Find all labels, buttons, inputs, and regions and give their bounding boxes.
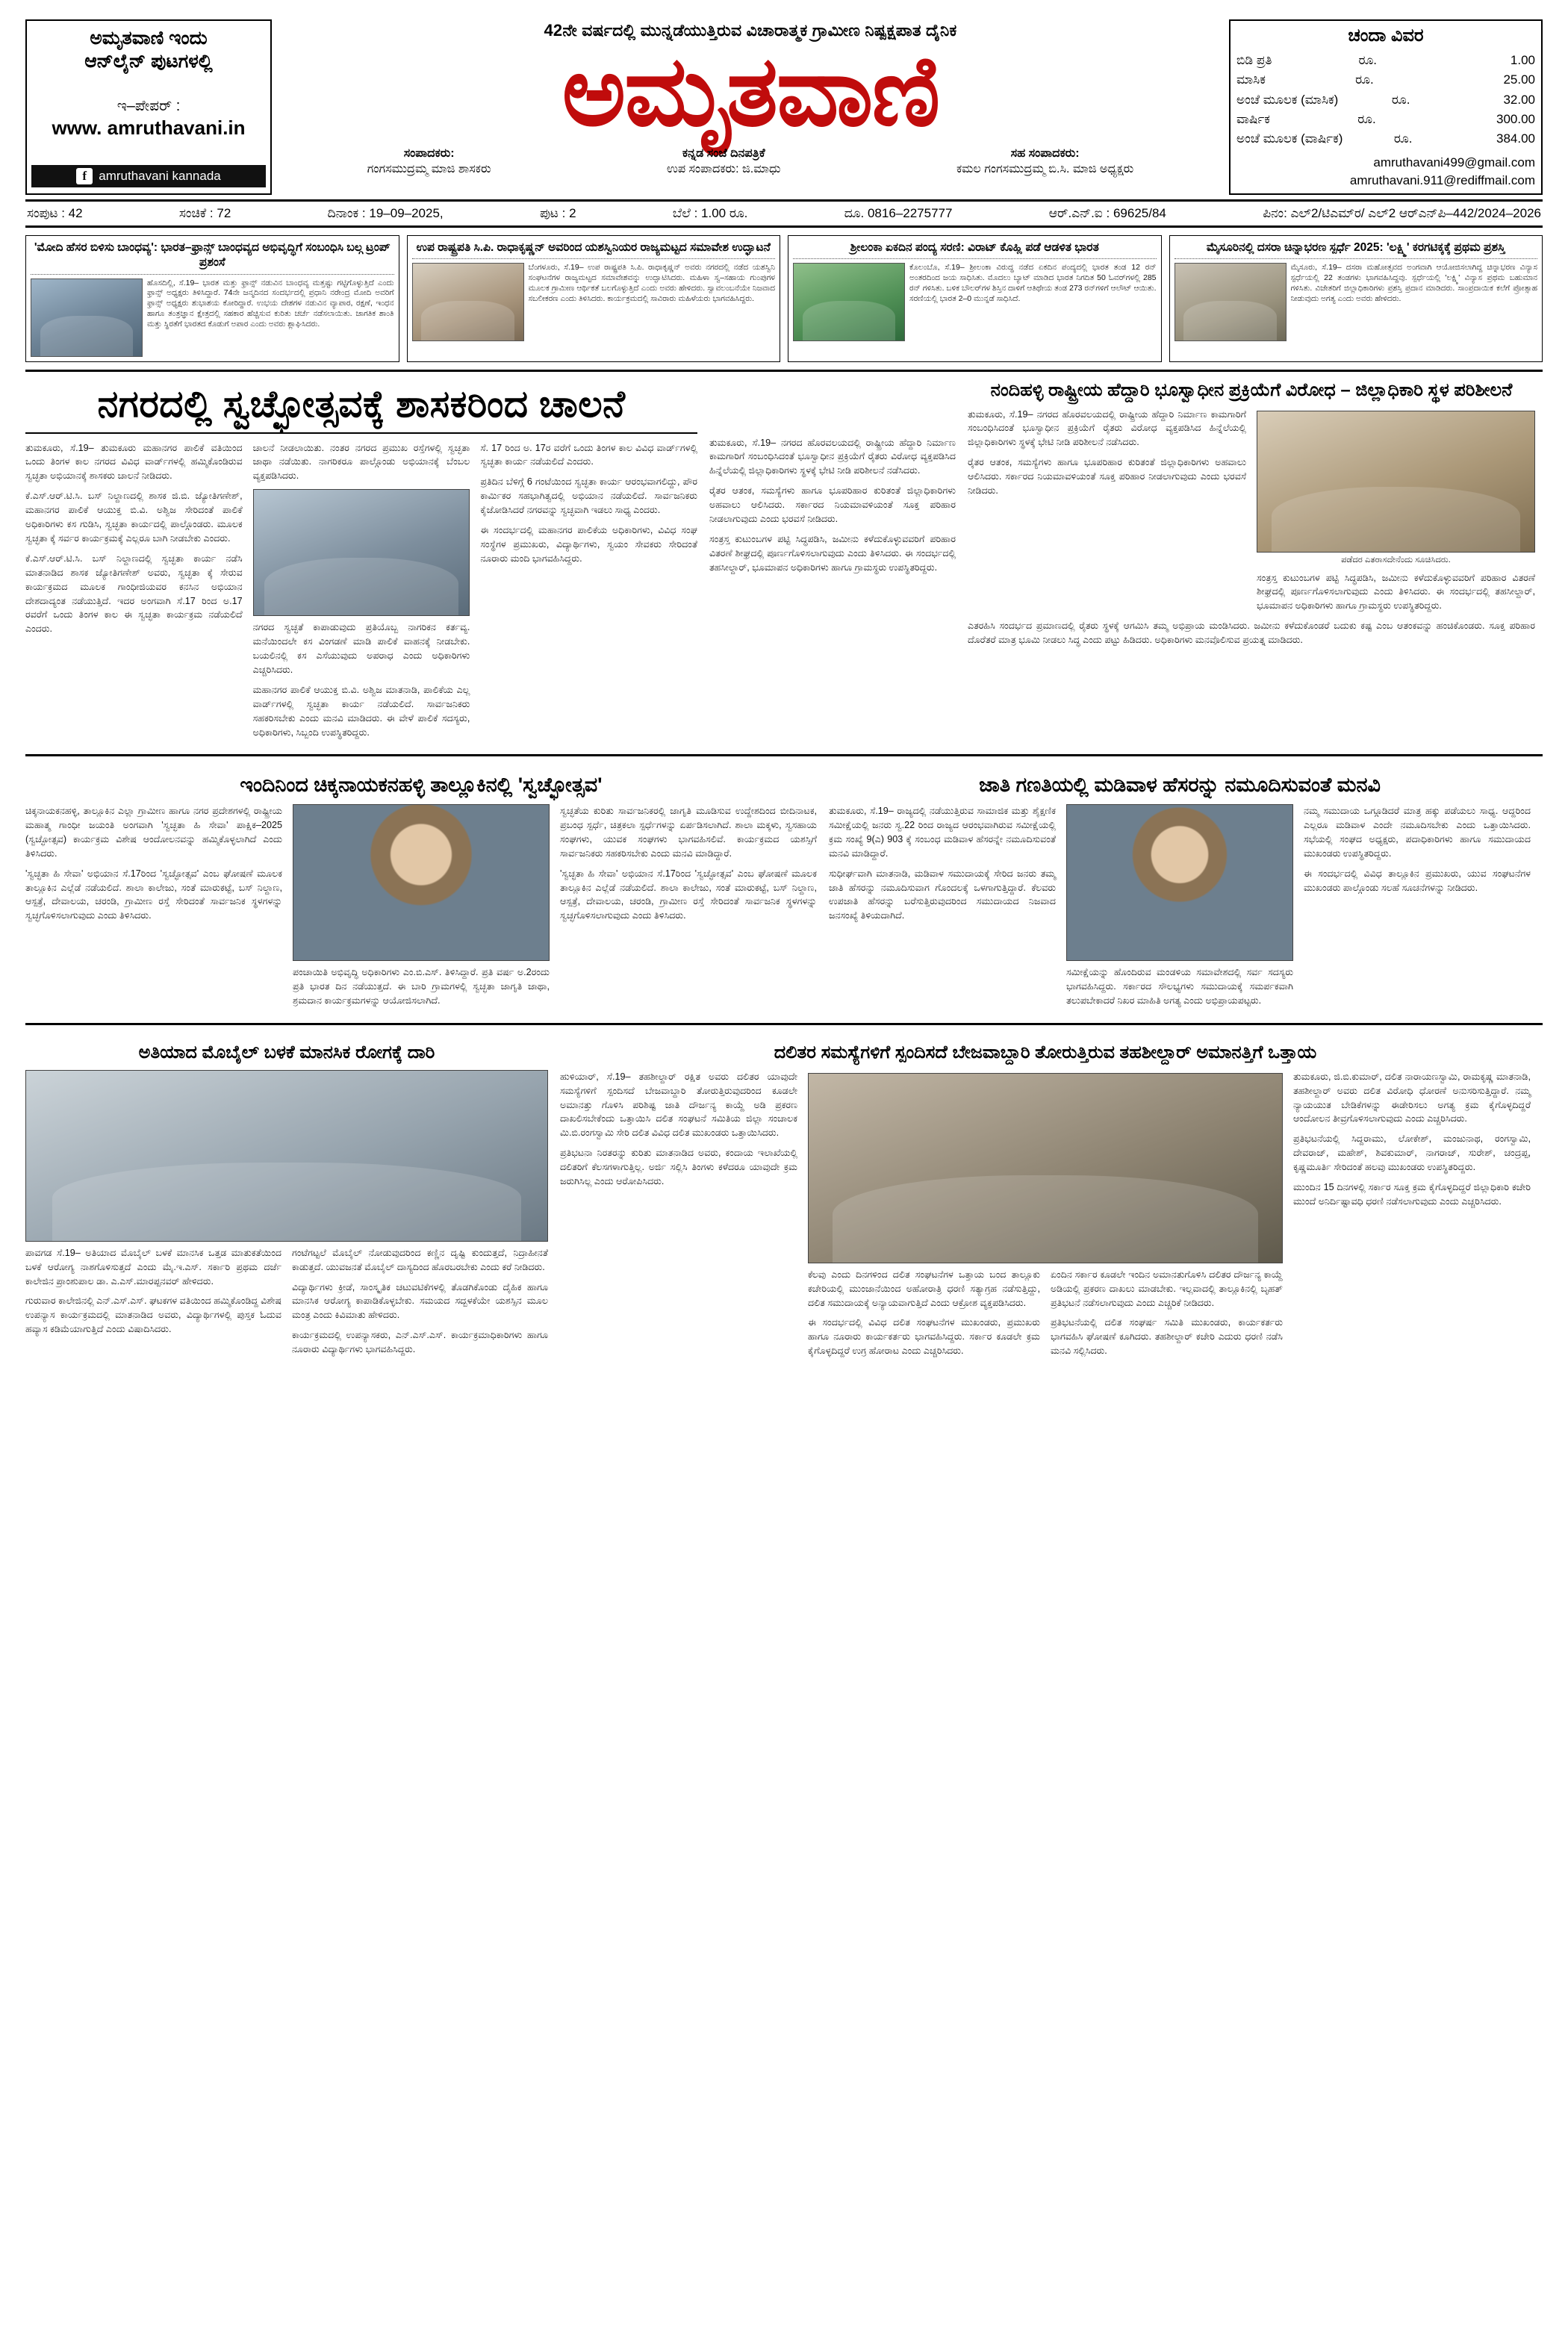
jaati-columns bbox=[829, 804, 1531, 1014]
nandihalli-col-2 bbox=[1257, 408, 1535, 620]
coeditor-name: ಕಮಲ ಗಂಗಸಮುದ್ರಮ್ಮ ಬಿ.ಸಿ. ಮಾಜಿ ಅಧ್ಯಕ್ಷರು bbox=[956, 163, 1134, 176]
mobile-headline: ಅತಿಯಾದ ಮೊಬೈಲ್ ಬಳಕೆ ಮಾನಸಿಕ ರೋಗಕ್ಕೆ ದಾರಿ bbox=[138, 1042, 435, 1063]
mobile-para: ಪಾವಗಡ ಸೆ.19– ಅತಿಯಾದ ಮೊಬೈಲ್ ಬಳಕೆ ಮಾನಸಿಕ ಒತ್ತಡ ಮಾತುಕತೆಯಿಂದ ಬಳಕೆ ಆರೋಗ್ಯ ನಾಶಗೊಳಿಸುತ್ತದೆ ಎಂದು ಮೈ.ಇ.ಎಸ್. ಸರ್ಕಾರಿ ಪ್ರಥಮ ದರ್ಜೆ ಕಾಲೇಜಿನ ಪ್ರಾಂಶುಪಾಲ ಡಾ. ಎ.ಎಸ್.ಮಾರಪ್ಪನವರ್ ಹೇಳಿದರು. bbox=[25, 1247, 281, 1287]
mobile-para: ಗುರುವಾರ ಕಾಲೇಜಿನಲ್ಲಿ ಎನ್.ಎಸ್.ಎಸ್. ಘಟಕಗಳ ವತಿಯಿಂದ ಹಮ್ಮಿಕೊಂಡಿದ್ದ ವಿಶೇಷ ಉಪನ್ಯಾಸ ಕಾರ್ಯಕ್ರಮದಲ್ಲಿ ಮಾತನಾಡಿದ ಅವರು, ವಿದ್ಯಾರ್ಥಿಗಳಲ್ಲಿ ಪುಸ್ತಕ ಓದುವ ಹವ್ಯಾಸ ಕಡಿಮೆಯಾಗುತ್ತಿದೆ ಎಂದು ವಿಷಾದಿಸಿದರು. bbox=[25, 1295, 281, 1335]
rate-row bbox=[1236, 129, 1535, 149]
lead-headline: ನಗರದಲ್ಲಿ ಸ್ವಚ್ಛೋತ್ಸವಕ್ಕೆ ಶಾಸಕರಿಂದ ಚಾಲನೆ bbox=[97, 382, 626, 425]
lead-story-area bbox=[25, 372, 697, 746]
lead-para: ಕೆ.ಎಸ್.ಆರ್.ಟಿ.ಸಿ. ಬಸ್ ನಿಲ್ದಾಣದಲ್ಲಿ ಸ್ವಚ್ಛತಾ ಕಾರ್ಯ ನಡೆಸಿ ಮಾತನಾಡಿದ ಶಾಸಕ ಜ್ಯೋತಿಗಣೇಶ್ ಅವರು, ಸ್ವಚ್ಛತಾ ಕ್ಕೆ ಸೇರುವ ಕಾರ್ಯಕ್ರಮದ ಮೂಲಕ ಗಾಂಧೀಜಿಯವರ ಕನಸಿನ ಅಭಿಯಾನ ದೇಶದಾದ್ಯಂತ ನಡೆಯುತ್ತಿದೆ. ಇದರ ಅಂಗವಾಗಿ ಸೆ.17 ರಿಂದ ಅ.17 ರವರೆಗೆ ಒಂದು ತಿಂಗಳ ಕಾಲ ಈ ಸ್ವಚ್ಛತಾ ಕಾರ್ಯಕ್ರಮ ನಡೆಯಲಿದೆ ಎಂದರು. bbox=[25, 553, 243, 635]
contact-emails bbox=[1236, 154, 1535, 190]
lead-para: ಚಾಲನೆ ನೀಡಲಾಯಿತು. ನಂತರ ನಗರದ ಪ್ರಮುಖ ರಸ್ತೆಗಳಲ್ಲಿ ಸ್ವಚ್ಛತಾ ಜಾಥಾ ನಡೆಯಿತು. ನಾಗರಿಕರೂ ಪಾಲ್ಗೊಂಡು ಅಭಿಯಾನಕ್ಕೆ ಬೆಂಬಲ ವ್ಯಕ್ತಪಡಿಸಿದರು. bbox=[252, 442, 470, 482]
top-news-photo bbox=[31, 279, 143, 357]
top-news-box bbox=[25, 235, 399, 361]
ckh-para: ಚಿಕ್ಕನಾಯಕನಹಳ್ಳಿ, ತಾಲ್ಲೂಕಿನ ಎಲ್ಲಾ ಗ್ರಾಮೀಣ ಹಾಗೂ ನಗರ ಪ್ರದೇಶಗಳಲ್ಲಿ ರಾಷ್ಟ್ರೀಯ ಮಹಾತ್ಮ ಗಾಂಧೀ ಜಯಂತಿ ಅಂಗವಾಗಿ 'ಸ್ವಚ್ಛತಾ ಹಿ ಸೇವಾ' ಪಾಕ್ಷಿಕ–2025 (ಸ್ವಚ್ಛೋತ್ಸವ) ಕಾರ್ಯಕ್ರಮ ವಿಶೇಷ ಆಂದೋಲನವನ್ನು ಹಮ್ಮಿಕೊಳ್ಳಲಾಗಿದೆ ಎಂದು ತಿಳಿಸಿದರು. bbox=[25, 806, 282, 859]
online-note-line2: ಆನ್‌ಲೈನ್ ಪುಟಗಳಲ್ಲಿ bbox=[84, 51, 213, 72]
top-news-text: ಮೈಸೂರು, ಸೆ.19– ದಸರಾ ಮಹೋತ್ಸವದ ಅಂಗವಾಗಿ ಆಯೋಜಿಸಲಾಗಿದ್ದ ಚಿನ್ನಾಭರಣ ವಿನ್ಯಾಸ ಸ್ಪರ್ಧೆಯಲ್ಲಿ 22 ತಂಡಗಳು ಭಾಗವಹಿಸಿದ್ದವು. ಸ್ಪರ್ಧೆಯಲ್ಲಿ 'ಲಕ್ಷ್ಮಿ' ವಿನ್ಯಾಸ ಪ್ರಥಮ ಬಹುಮಾನ ಗಳಿಸಿತು. ವಿಜೇತರಿಗೆ ಜಿಲ್ಲಾಧಿಕಾರಿಗಳು ಪ್ರಶಸ್ತಿ ಪ್ರದಾನ ಮಾಡಿದರು. ಸಾಂಪ್ರದಾಯಿಕ ಕಲೆಗೆ ಪ್ರೋತ್ಸಾಹ ನೀಡುವುದು ಅಗತ್ಯ ಎಂದು ಅವರು ಹೇಳಿದರು. bbox=[1290, 263, 1537, 304]
dalita-para: ಕೆಲವು ಎಂದು ದಿನಗಳಿಂದ ದಲಿತ ಸಂಘಟನೆಗಳ ಒತ್ತಾಯ ಬಂದ ತಾಲ್ಲೂಕು ಕಚೇರಿಯಲ್ಲಿ ಮುಂಜಾನೆಯಿಂದ ಅಹೋರಾತ್ರಿ ಧರಣಿ ಸತ್ಯಾಗ್ರಹ ನಡೆಸುತ್ತಿದ್ದು, ದಲಿತ ಸಮುದಾಯಕ್ಕೆ ಅನ್ಯಾಯವಾಗುತ್ತಿದೆ ಎಂದು ಆಕ್ರೋಶ ವ್ಯಕ್ತಪಡಿಸಿದರು. bbox=[808, 1269, 1040, 1308]
nandihalli-para: ಸಂತ್ರಸ್ತ ಕುಟುಂಬಗಳ ಪಟ್ಟಿ ಸಿದ್ಧಪಡಿಸಿ, ಜಮೀನು ಕಳೆದುಕೊಳ್ಳುವವರಿಗೆ ಪರಿಹಾರ ವಿತರಣೆ ಶೀಘ್ರದಲ್ಲಿ ಪೂರ್ಣಗೊಳಿಸಲಾಗುವುದು ಎಂದು ತಿಳಿಸಿದರು. ಈ ಸಂದರ್ಭದಲ್ಲಿ ತಹಸೀಲ್ದಾರ್, ಭೂಮಾಪನ ಅಧಿಕಾರಿಗಳು ಹಾಗೂ ಗ್ರಾಮಸ್ಥರು ಉಪಸ್ಥಿತರಿದ್ದರು. bbox=[709, 533, 956, 573]
top-news-box bbox=[1169, 235, 1543, 361]
facebook-handle[interactable] bbox=[31, 165, 266, 187]
jaati-col-1 bbox=[829, 804, 1056, 1014]
paper-type: ಕನ್ನಡ ಸಂಜೆ ದಿನಪತ್ರಿಕೆ bbox=[682, 146, 765, 160]
lead-columns bbox=[25, 441, 697, 746]
top-news-title: 'ಮೋದಿ ಹೆಸರ ಬಿಳಿಸು ಬಾಂಧವ್ಯ': ಭಾರತ–ಫ್ರಾನ್ಸ್ ಬಾಂಧವ್ಯದ ಅಭಿವೃದ್ಧಿಗೆ ಸಂಬಂಧಿಸಿ ಬಲ್ಗ ಟ್ರಂಪ್ ಪ್ರಶಂಸೆ bbox=[31, 240, 394, 274]
dalita-columns bbox=[560, 1070, 1531, 1364]
issue-date: ದಿನಾಂಕ : 19–09–2025, bbox=[327, 206, 444, 221]
lead-column-1 bbox=[25, 441, 243, 746]
mobile-para: ಗಂಟೆಗಟ್ಟಲೆ ಮೊಬೈಲ್ ನೋಡುವುದರಿಂದ ಕಣ್ಣಿನ ದೃಷ್ಟಿ ಕುಂದುತ್ತದೆ, ನಿದ್ರಾಹೀನತೆ ಕಾಡುತ್ತದೆ. ಯುವಜನತೆ ಮೊಬೈಲ್ ದಾಸ್ಯದಿಂದ ಹೊರಬರಬೇಕು ಎಂದು ಕರೆ ನೀಡಿದರು. bbox=[292, 1247, 548, 1272]
nandihalli-para: ತುಮಕೂರು, ಸೆ.19– ನಗರದ ಹೊರವಲಯದಲ್ಲಿ ರಾಷ್ಟ್ರೀಯ ಹೆದ್ದಾರಿ ನಿರ್ಮಾಣ ಕಾಮಗಾರಿಗೆ ಸಂಬಂಧಿಸಿದಂತೆ ಭೂಸ್ವಾಧೀನ ಪ್ರಕ್ರಿಯೆಗೆ ರೈತರು ವಿರೋಧ ವ್ಯಕ್ತಪಡಿಸಿದ ಹಿನ್ನೆಲೆಯಲ್ಲಿ ಜಿಲ್ಲಾಧಿಕಾರಿಗಳು ಸ್ಥಳಕ್ಕೆ ಭೇಟಿ ನೀಡಿ ಪರಿಶೀಲನೆ ನಡೆಸಿದರು. bbox=[709, 437, 956, 476]
dalita-photo-protest bbox=[808, 1073, 1283, 1263]
ckh-col-3 bbox=[560, 804, 817, 1014]
chikkanayakanahalli-story bbox=[25, 765, 817, 1013]
masthead bbox=[25, 19, 1543, 202]
newspaper-title: ಅಮೃತವಾಣಿ bbox=[561, 37, 939, 146]
mobile-para: ವಿದ್ಯಾರ್ಥಿಗಳು ಕ್ರೀಡೆ, ಸಾಂಸ್ಕೃತಿಕ ಚಟುವಟಿಕೆಗಳಲ್ಲಿ ತೊಡಗಿಕೊಂಡು ದೈಹಿಕ ಹಾಗೂ ಮಾನಸಿಕ ಆರೋಗ್ಯ ಕಾಪಾಡಿಕೊಳ್ಳಬೇಕು. ಸಮಯದ ಸದ್ಬಳಕೆಯೇ ಯಶಸ್ಸಿನ ಮೂಲ ಮಂತ್ರ ಎಂದು ಕಿವಿಮಾತು ಹೇಳಿದರು. bbox=[292, 1281, 548, 1321]
section-divider-2 bbox=[25, 1023, 1543, 1025]
lead-para: ಕೆ.ಎಸ್.ಆರ್.ಟಿ.ಸಿ. ಬಸ್ ನಿಲ್ದಾಣದಲ್ಲಿ ಶಾಸಕ ಜಿ.ಬಿ. ಜ್ಯೋತಿಗಣೇಶ್, ಮಹಾನಗರ ಪಾಲಿಕೆ ಆಯುಕ್ತ ಬಿ.ವಿ. ಅಶ್ವಿಜ ಸೇರಿದಂತೆ ಪಾಲಿಕೆ ಅಧಿಕಾರಿಗಳು ಕಸ ಗುಡಿಸಿ, ಸ್ವಚ್ಛತಾ ಕಾರ್ಯದಲ್ಲಿ ಪಾಲ್ಗೊಂಡರು. ಮೂಲಕ ಸ್ವಚ್ಛತಾ ಕ್ಕೆ ಸರ್ವರ ಕಾರ್ಯಕ್ರಮಕ್ಕೆ ಎಲ್ಲರೂ ಬಾಗಿ ನೀಡಬೇಕು ಎಂದರು. bbox=[25, 491, 243, 544]
nandihalli-story-area bbox=[968, 372, 1535, 746]
ckh-col-1 bbox=[25, 804, 282, 1014]
online-note-line1: ಅಮೃತವಾಣಿ ಇಂದು bbox=[90, 28, 208, 49]
dalita-para: ಏಂದಿನ ಸರ್ಕಾರ ಕೂಡಲೇ ಇಂದಿನ ಅಮಾನತುಗೊಳಿಸಿ ದಲಿತರ ದೌರ್ಜನ್ಯ ಕಾಯ್ದೆ ಅಡಿಯಲ್ಲಿ ಪ್ರಕರಣ ದಾಖಲು ಮಾಡಬೇಕು. ಇಲ್ಲವಾದಲ್ಲಿ ತಾಲ್ಲೂಕಿನಲ್ಲಿ ಬೃಹತ್ ಪ್ರತಿಭಟನೆ ನಡೆಸಲಾಗುವುದು ಎಂದು ಎಚ್ಚರಿಕೆ ನೀಡಿದರು. bbox=[1051, 1269, 1283, 1308]
top-news-boxes bbox=[25, 235, 1543, 371]
lead-column-3 bbox=[480, 441, 697, 746]
main-content-grid bbox=[25, 372, 1543, 746]
nandihalli-para: ರೈತರ ಆತಂಕ, ಸಮಸ್ಯೆಗಳು ಹಾಗೂ ಭೂಪರಿಹಾರ ಕುರಿತಂತೆ ಜಿಲ್ಲಾಧಿಕಾರಿಗಳು ಅಹವಾಲು ಆಲಿಸಿದರು. ಸರ್ಕಾರದ ನಿಯಮಾವಳಿಯಂತೆ ಸೂಕ್ತ ಪರಿಹಾರ ನೀಡಲಾಗುವುದು ಎಂದು ಭರವಸೆ ನೀಡಿದರು. bbox=[968, 457, 1246, 497]
masthead-credits bbox=[279, 146, 1222, 178]
facebook-label: amruthavani kannada bbox=[99, 169, 221, 184]
dalita-para: ತುಮಕೂರು, ಜಿ.ಬಿ.ಕುಮಾರ್, ದಲಿತ ನಾರಾಯಣಸ್ವಾಮಿ, ರಾಮಕೃಷ್ಣ ಮಾತನಾಡಿ, ತಹಶೀಲ್ದಾರ್ ಅವರು ದಲಿತ ವಿರೋಧಿ ಧೋರಣೆ ಅನುಸರಿಸುತ್ತಿದ್ದಾರೆ. ನಮ್ಮ ನ್ಯಾಯಯುತ ಬೇಡಿಕೆಗಳನ್ನು ಈಡೇರಿಸಲು ಅಗತ್ಯ ಕ್ರಮ ಕೈಗೊಳ್ಳದಿದ್ದರೆ ಆಂದೋಲನ ತೀವ್ರಗೊಳಿಸಲಾಗುವುದು ಎಂದು ಎಚ್ಚರಿಸಿದರು. bbox=[1293, 1071, 1531, 1124]
editor-name: ಗಂಗಸಮುದ್ರಮ್ಮ ಮಾಜಿ ಶಾಸಕರು bbox=[367, 163, 491, 176]
nandihalli-text-column bbox=[709, 372, 956, 746]
rate-currency: ರೂ. bbox=[1357, 112, 1376, 127]
dalita-headline: ದಲಿತರ ಸಮಸ್ಯೆಗಳಿಗೆ ಸ್ಪಂದಿಸದೆ ಬೇಜವಾಬ್ದಾರಿ ತೋರುತ್ತಿರುವ ತಹಶೀಲ್ದಾರ್ ಅಮಾನತ್ತಿಗೆ ಒತ್ತಾಯ bbox=[774, 1042, 1317, 1063]
mobile-columns bbox=[25, 1246, 548, 1363]
rate-label: ಅಂಚೆ ಮೂಲಕ (ವಾರ್ಷಿಕ) bbox=[1236, 131, 1343, 146]
chikkanayakanahalli-columns bbox=[25, 804, 817, 1014]
dalita-para: ಈ ಸಂದರ್ಭದಲ್ಲಿ ವಿವಿಧ ದಲಿತ ಸಂಘಟನೆಗಳ ಮುಖಂಡರು, ಪ್ರಮುಖರು ಹಾಗೂ ನೂರಾರು ಕಾರ್ಯಕರ್ತರು ಭಾಗವಹಿಸಿದ್ದರು. ಸರ್ಕಾರ ಕೂಡಲೇ ಕ್ರಮ ಕೈಗೊಳ್ಳದಿದ್ದರೆ ಉಗ್ರ ಹೋರಾಟ ಎಂದು ಎಚ್ಚರಿಸಿದರು. bbox=[808, 1317, 1040, 1357]
dalita-para: ಪ್ರತಿಭಟನೆಯಲ್ಲಿ ಸಿದ್ದರಾಮು, ಲೋಕೇಶ್, ಮಂಜುನಾಥ, ರಂಗಸ್ವಾಮಿ, ದೇವರಾಜ್, ಮಹೇಶ್, ಶಿವಕುಮಾರ್, ನಾಗರಾಜ್, ಸುರೇಶ್, ಚಂದ್ರಪ್ಪ, ಕೃಷ್ಣಮೂರ್ತಿ ಸೇರಿದಂತೆ ಹಲವು ಮುಖಂಡರು ಉಪಸ್ಥಿತರಿದ್ದರು. bbox=[1293, 1133, 1531, 1173]
coeditor-label: ಸಹ ಸಂಪಾದಕರು: bbox=[1010, 146, 1080, 160]
dalita-para: ಹುಳಿಯಾರ್, ಸೆ.19– ತಹಶೀಲ್ದಾರ್ ರಕ್ಷಿತ ಅವರು ದಲಿತರ ಯಾವುದೇ ಸಮಸ್ಯೆಗಳಿಗೆ ಸ್ಪಂದಿಸದೆ ಬೇಜವಾಬ್ದಾರಿ ತೋರುತ್ತಿರುವುದರಿಂದ ಕೂಡಲೇ ಅಮಾನತ್ತು ಗೊಳಿಸಿ ಪರಿಶಿಷ್ಟ ಜಾತಿ ದೌರ್ಜನ್ಯ ಕಾಯ್ದೆ ಅಡಿ ಪ್ರಕರಣ ದಾಖಲಿಸಬೇಕೆಂದು ಒತ್ತಾಯಿಸಿ ದಲಿತ ಸಂಘಟನೆ ಸಮಿತಿಯ ಜಿಲ್ಲಾ ಸಂಚಾಲಕ ಮಿ.ಬಿ.ರಂಗಸ್ವಾಮಿ ಸೇರಿ ದಲಿತ ವಿವಿಧ ದಲಿತ ಮುಖಂಡರು ಒತ್ತಾಯಿಸಿದರು. bbox=[560, 1071, 797, 1139]
masthead-tagline: 42ನೇ ವರ್ಷದಲ್ಲಿ ಮುನ್ನಡೆಯುತ್ತಿರುವ ವಿಚಾರಾತ್ಮಕ ಗ್ರಾಮೀಣ ನಿಷ್ಪಕ್ಷಪಾತ ದೈನಿಕ bbox=[544, 21, 957, 40]
rate-amount: 300.00 bbox=[1496, 112, 1535, 127]
rates-title: ಚಂದಾ ವಿವರ bbox=[1348, 25, 1424, 46]
nandihalli-photo-caption: ಪಡೆದರ ಎತರಾಸದೇನೆಂದು ಸೂಚಿಸಿದರು. bbox=[1341, 555, 1451, 564]
mobile-col-1 bbox=[25, 1246, 281, 1363]
nandihalli-columns bbox=[968, 408, 1535, 620]
rate-row bbox=[1236, 90, 1535, 110]
mobile-col-2 bbox=[292, 1246, 548, 1363]
rate-label: ಬಿಡಿ ಪ್ರತಿ bbox=[1236, 53, 1272, 67]
jaati-para: ಈ ಸಂದರ್ಭದಲ್ಲಿ ವಿವಿಧ ತಾಲ್ಲೂಕಿನ ಪ್ರಮುಖರು, ಯುವ ಸಂಘಟನೆಗಳ ಮುಖಂಡರು ಪಾಲ್ಗೊಂಡು ಸಲಹೆ ಸೂಚನೆಗಳನ್ನು ನೀಡಿದರು. bbox=[1304, 868, 1531, 893]
ckh-para: 'ಸ್ವಚ್ಛತಾ ಹಿ ಸೇವಾ' ಅಭಿಯಾನ ಸೆ.17ರಿಂದ 'ಸ್ವಚ್ಛೋತ್ಸವ' ಎಂಬ ಘೋಷಣೆ ಮೂಲಕ ತಾಲ್ಲೂಕಿನ ಎಲ್ಲೆಡೆ ನಡೆಯಲಿದೆ. ಶಾಲಾ ಕಾಲೇಜು, ಸಂತೆ ಮಾರುಕಟ್ಟೆ, ಬಸ್ ನಿಲ್ದಾಣ, ಆಸ್ಪತ್ರೆ, ದೇವಾಲಯ, ಚರಂಡಿ, ಗ್ರಾಮೀಣ ರಸ್ತೆ ಸೇರಿದಂತೆ ಸಾರ್ವಜನಿಕ ಸ್ಥಳಗಳನ್ನು ಸ್ವಚ್ಛಗೊಳಿಸಲಾಗುವುದು ಎಂದು ತಿಳಿಸಿದರು. bbox=[25, 868, 282, 921]
nandihalli-para: ಎತರಹಿಸಿ ಸಂದರ್ಭದ ಪ್ರಮಾಣದಲ್ಲಿ ರೈತರು ಸ್ಥಳಕ್ಕೆ ಆಗಮಿಸಿ ತಮ್ಮ ಅಭಿಪ್ರಾಯ ಮಂಡಿಸಿದರು. ಜಮೀನು ಕಳೆದುಕೊಂಡರೆ ಬದುಕು ಕಷ್ಟ ಎಂಬ ಆತಂಕವನ್ನು ಹಂಚಿಕೊಂಡರು. ಸೂಕ್ತ ಪರಿಹಾರ ದೊರೆತರೆ ಮಾತ್ರ ಭೂಮಿ ನೀಡಲು ಸಿದ್ಧ ಎಂದು ಪಟ್ಟು ಹಿಡಿದರು. ಅಧಿಕಾರಿಗಳು ಮನವೊಲಿಸುವ ಪ್ರಯತ್ನ ಮಾಡಿದರು. bbox=[968, 620, 1535, 646]
nandihalli-para: ಸಂತ್ರಸ್ತ ಕುಟುಂಬಗಳ ಪಟ್ಟಿ ಸಿದ್ಧಪಡಿಸಿ, ಜಮೀನು ಕಳೆದುಕೊಳ್ಳುವವರಿಗೆ ಪರಿಹಾರ ವಿತರಣೆ ಶೀಘ್ರದಲ್ಲಿ ಪೂರ್ಣಗೊಳಿಸಲಾಗುವುದು ಎಂದು ತಿಳಿಸಿದರು. ಈ ಸಂದರ್ಭದಲ್ಲಿ ತಹಸೀಲ್ದಾರ್, ಭೂಮಾಪನ ಅಧಿಕಾರಿಗಳು ಹಾಗೂ ಗ್ರಾಮಸ್ಥರು ಉಪಸ್ಥಿತರಿದ್ದರು. bbox=[1257, 572, 1535, 612]
nandihalli-para: ರೈತರ ಆತಂಕ, ಸಮಸ್ಯೆಗಳು ಹಾಗೂ ಭೂಪರಿಹಾರ ಕುರಿತಂತೆ ಜಿಲ್ಲಾಧಿಕಾರಿಗಳು ಅಹವಾಲು ಆಲಿಸಿದರು. ಸರ್ಕಾರದ ನಿಯಮಾವಳಿಯಂತೆ ಸೂಕ್ತ ಪರಿಹಾರ ನೀಡಲಾಗುವುದು ಎಂದು ಭರವಸೆ ನೀಡಿದರು. bbox=[709, 485, 956, 525]
facebook-icon: f bbox=[76, 168, 93, 184]
phone-number: ದೂ. 0816–2275777 bbox=[844, 206, 953, 221]
jaati-headline: ಜಾತಿ ಗಣತಿಯಲ್ಲಿ ಮಡಿವಾಳ ಹೆಸರನ್ನು ನಮೂದಿಸುವಂತೆ ಮನವಿ bbox=[979, 774, 1381, 797]
chikkanayakanahalli-headline: ಇಂದಿನಿಂದ ಚಿಕ್ಕನಾಯಕನಹಳ್ಳಿ ತಾಲ್ಲೂಕಿನಲ್ಲಿ 'ಸ್ವಚ್ಛೋತ್ಸವ' bbox=[240, 774, 603, 797]
editor-label: ಸಂಪಾದಕರು: bbox=[403, 146, 455, 160]
jaati-story bbox=[829, 765, 1531, 1013]
ckh-para: ಸ್ವಚ್ಛತೆಯ ಕುರಿತು ಸಾರ್ವಜನಿಕರಲ್ಲಿ ಜಾಗೃತಿ ಮೂಡಿಸುವ ಉದ್ದೇಶದಿಂದ ಬೀದಿನಾಟಕ, ಪ್ರಬಂಧ ಸ್ಪರ್ಧೆ, ಚಿತ್ರಕಲಾ ಸ್ಪರ್ಧೆಗಳನ್ನು ಏರ್ಪಡಿಸಲಾಗಿದೆ. ಶಾಲಾ ಮಕ್ಕಳು, ಸ್ವಸಹಾಯ ಸಂಘಗಳು, ಯುವಕ ಸಂಘಗಳು ಭಾಗವಹಿಸಲಿವೆ. ಕಾರ್ಯಕ್ರಮದ ಯಶಸ್ಸಿಗೆ ಸಾರ್ವಜನಿಕರು ಸಹಕರಿಸಬೇಕು ಎಂದು ಮನವಿ ಮಾಡಿದ್ದಾರೆ. bbox=[560, 806, 817, 859]
rate-row bbox=[1236, 51, 1535, 70]
issue-number: ಸಂಚಿಕೆ : 72 bbox=[178, 206, 231, 221]
mobile-para: ಕಾರ್ಯಕ್ರಮದಲ್ಲಿ ಉಪನ್ಯಾಸಕರು, ಎನ್.ಎಸ್.ಎಸ್. ಕಾರ್ಯಕ್ರಮಾಧಿಕಾರಿಗಳು ಹಾಗೂ ನೂರಾರು ವಿದ್ಯಾರ್ಥಿಗಳು ಭಾಗವಹಿಸಿದ್ದರು. bbox=[292, 1330, 548, 1355]
rate-label: ಅಂಚೆ ಮೂಲಕ (ಮಾಸಿಕ) bbox=[1236, 92, 1339, 107]
rate-currency: ರೂ. bbox=[1393, 131, 1413, 146]
rate-currency: ರೂ. bbox=[1391, 92, 1410, 107]
nandihalli-para: ತುಮಕೂರು, ಸೆ.19– ನಗರದ ಹೊರವಲಯದಲ್ಲಿ ರಾಷ್ಟ್ರೀಯ ಹೆದ್ದಾರಿ ನಿರ್ಮಾಣ ಕಾಮಗಾರಿಗೆ ಸಂಬಂಧಿಸಿದಂತೆ ಭೂಸ್ವಾಧೀನ ಪ್ರಕ್ರಿಯೆಗೆ ರೈತರು ವಿರೋಧ ವ್ಯಕ್ತಪಡಿಸಿದ ಹಿನ್ನೆಲೆಯಲ್ಲಿ ಜಿಲ್ಲಾಧಿಕಾರಿಗಳು ಸ್ಥಳಕ್ಕೆ ಭೇಟಿ ನೀಡಿ ಪರಿಶೀಲನೆ ನಡೆಸಿದರು. bbox=[968, 408, 1246, 448]
top-news-title: ಉಪ ರಾಷ್ಟ್ರಪತಿ ಸಿ.ಪಿ. ರಾಧಾಕೃಷ್ಣನ್ ಅವರಿಂದ ಯಶಸ್ವಿನಿಯರ ರಾಜ್ಯಮಟ್ಟದ ಸಮಾವೇಶ ಉದ್ಘಾಟನೆ bbox=[412, 240, 776, 259]
ckh-para: ಪಂಚಾಯಿತಿ ಅಭಿವೃದ್ಧಿ ಅಧಿಕಾರಿಗಳು ಎಂ.ಬಿ.ಎಸ್. ತಿಳಿಸಿದ್ದಾರೆ. ಪ್ರತಿ ವರ್ಷ ಅ.2ರಂದು ಪ್ರತಿ ಭಾರತ ದಿನ ನಡೆಯುತ್ತದೆ. ಈ ಬಾರಿ ಗ್ರಾಮಗಳಲ್ಲಿ ಸ್ವಚ್ಛತಾ ಜಾಗೃತಿ ಜಾಥಾ, ಶ್ರಮದಾನ ಕಾರ್ಯಕ್ರಮಗಳನ್ನು ಆಯೋಜಿಸಲಾಗಿದೆ. bbox=[293, 967, 550, 1006]
lead-para: ತುಮಕೂರು, ಸೆ.19– ತುಮಕೂರು ಮಹಾನಗರ ಪಾಲಿಕೆ ವತಿಯಿಂದ ಒಂದು ತಿಂಗಳ ಕಾಲ ನಗರದ ವಿವಿಧ ವಾರ್ಡ್‌ಗಳಲ್ಲಿ ಹಮ್ಮಿಕೊಂಡಿರುವ ಸ್ವಚ್ಛತಾ ಅಭಿಯಾನಕ್ಕೆ ಶಾಸಕರು ಚಾಲನೆ ನೀಡಿದರು. bbox=[25, 442, 243, 482]
dalita-para: ಪ್ರತಿಭಟನೆಯಲ್ಲಿ ದಲಿತ ಸಂಘರ್ಷ ಸಮಿತಿ ಮುಖಂಡರು, ಕಾರ್ಯಕರ್ತರು ಭಾಗವಹಿಸಿ ಘೋಷಣೆ ಕೂಗಿದರು. ತಹಶೀಲ್ದಾರ್ ಕಚೇರಿ ಎದುರು ಧರಣಿ ನಡೆಸಿ ಮನವಿ ಸಲ್ಲಿಸಿದರು. bbox=[1051, 1317, 1283, 1357]
rate-row bbox=[1236, 70, 1535, 90]
lead-para: ಪ್ರತಿದಿನ ಬೆಳಿಗ್ಗೆ 6 ಗಂಟೆಯಿಂದ ಸ್ವಚ್ಛತಾ ಕಾರ್ಯ ಆರಂಭವಾಗಲಿದ್ದು, ಪೌರ ಕಾರ್ಮಿಕರ ಸಹಭಾಗಿತ್ವದಲ್ಲಿ ಅಭಿಯಾನ ನಡೆಯಲಿದೆ. ಸಾರ್ವಜನಿಕರು ಕೈಜೋಡಿಸಿದರೆ ನಗರವನ್ನು ಸ್ವಚ್ಛವಾಗಿ ಇಡಲು ಸಾಧ್ಯ ಎಂದರು. bbox=[480, 476, 698, 516]
jaati-para: ಸಮೀಕ್ಷೆಯನ್ನು ಹೊಂದಿರುವ ಮಂಡಳಿಯ ಸಮಾವೇಶದಲ್ಲಿ ಸರ್ವ ಸದಸ್ಯರು ಭಾಗವಹಿಸಿದ್ದರು. ಸರ್ಕಾರದ ಸೌಲಭ್ಯಗಳು ಸಮುದಾಯಕ್ಕೆ ಸಮರ್ಪಕವಾಗಿ ತಲುಪಬೇಕಾದರೆ ನಿಖರ ಮಾಹಿತಿ ಅಗತ್ಯ ಎಂದು ಅಭಿಪ್ರಾಯಪಟ್ಟರು. bbox=[1066, 967, 1293, 1006]
jaati-para: ನಮ್ಮ ಸಮುದಾಯ ಒಗ್ಗೂಡಿದರೆ ಮಾತ್ರ ಹಕ್ಕು ಪಡೆಯಲು ಸಾಧ್ಯ. ಆದ್ದರಿಂದ ಎಲ್ಲರೂ ಮಡಿವಾಳ ಎಂದೇ ನಮೂದಿಸಬೇಕು ಎಂದು ಒತ್ತಾಯಿಸಿದರು. ಸಭೆಯಲ್ಲಿ ಸಂಘದ ಅಧ್ಯಕ್ಷರು, ಪದಾಧಿಕಾರಿಗಳು ಹಾಗೂ ಸಮುದಾಯದ ಮುಖಂಡರು ಉಪಸ್ಥಿತರಿದ್ದರು. bbox=[1304, 806, 1531, 859]
third-band bbox=[25, 1034, 1543, 1364]
volume-number: ಸಂಪುಟ : 42 bbox=[27, 206, 83, 221]
headline-rule bbox=[25, 432, 697, 434]
rate-currency: ರೂ. bbox=[1358, 53, 1378, 67]
mobile-photo-hall bbox=[25, 1070, 548, 1242]
nandihalli-photo-inspection bbox=[1257, 411, 1535, 553]
lead-column-2 bbox=[253, 441, 470, 746]
subscription-rates-box bbox=[1229, 19, 1543, 195]
issue-price: ಬೆಲೆ : 1.00 ರೂ. bbox=[672, 206, 748, 221]
masthead-center bbox=[272, 19, 1229, 195]
ckh-col-2 bbox=[293, 804, 550, 1014]
top-news-photo bbox=[1175, 263, 1287, 341]
dalita-para: ಮುಂದಿನ 15 ದಿನಗಳಲ್ಲಿ ಸರ್ಕಾರ ಸೂಕ್ತ ಕ್ರಮ ಕೈಗೊಳ್ಳದಿದ್ದರೆ ಜಿಲ್ಲಾಧಿಕಾರಿ ಕಚೇರಿ ಮುಂದೆ ಅನಿರ್ದಿಷ್ಟಾವಧಿ ಧರಣಿ ನಡೆಸಲಾಗುವುದು ಎಂದು ಎಚ್ಚರಿಸಿದರು. bbox=[1293, 1182, 1531, 1207]
issue-info-bar bbox=[25, 202, 1543, 228]
top-news-text: ಕೊಲಂಬೊ, ಸೆ.19– ಶ್ರೀಲಂಕಾ ವಿರುದ್ಧ ನಡೆದ ಏಕದಿನ ಪಂದ್ಯದಲ್ಲಿ ಭಾರತ ತಂಡ 12 ರನ್ ಅಂತರದಿಂದ ಜಯ ಸಾಧಿಸಿತು. ಮೊದಲು ಬ್ಯಾಟ್ ಮಾಡಿದ ಭಾರತ ನಿಗದಿತ 50 ಓವರ್‌ಗಳಲ್ಲಿ 285 ರನ್ ಗಳಿಸಿತು. ಬಳಿಕ ಬೌಲರ್‌ಗಳ ಶಿಸ್ತಿನ ದಾಳಿಗೆ ಆತಿಥೇಯ ತಂಡ 273 ರನ್‌ಗಳಿಗೆ ಆಲೌಟ್ ಆಯಿತು. ಸರಣಿಯಲ್ಲಿ ಭಾರತ 2–0 ಮುನ್ನಡೆ ಸಾಧಿಸಿದೆ. bbox=[909, 263, 1157, 304]
dalita-story bbox=[560, 1034, 1531, 1364]
jaati-col-2 bbox=[1066, 804, 1293, 1014]
dalita-col-2 bbox=[808, 1070, 1283, 1364]
ckh-portrait-photo bbox=[293, 804, 550, 961]
lead-para: ಮಹಾನಗರ ಪಾಲಿಕೆ ಆಯುಕ್ತ ಬಿ.ವಿ. ಅಶ್ವಿಜ ಮಾತನಾಡಿ, ಪಾಲಿಕೆಯ ಎಲ್ಲ ವಾರ್ಡ್‌ಗಳಲ್ಲಿ ಸ್ವಚ್ಛತಾ ಕಾರ್ಯ ನಡೆಯಲಿದೆ. ಸಾರ್ವಜನಿಕರು ಸಹಕರಿಸಬೇಕು ಎಂದು ಮನವಿ ಮಾಡಿದರು. ಈ ವೇಳೆ ಪಾಲಿಕೆ ಸದಸ್ಯರು, ಅಧಿಕಾರಿಗಳು, ಸಿಬ್ಬಂದಿ ಉಪಸ್ಥಿತರಿದ್ದರು. bbox=[252, 684, 470, 738]
top-news-photo bbox=[793, 263, 905, 341]
dalita-col-3 bbox=[1293, 1070, 1531, 1364]
jaati-col-3 bbox=[1304, 804, 1531, 1014]
email-secondary[interactable]: amruthavani.911@rediffmail.com bbox=[1349, 172, 1535, 187]
section-divider bbox=[25, 754, 1543, 756]
lead-para: ನಗರದ ಸ್ವಚ್ಛತೆ ಕಾಪಾಡುವುದು ಪ್ರತಿಯೊಬ್ಬ ನಾಗರಿಕನ ಕರ್ತವ್ಯ. ಮನೆಯಿಂದಲೇ ಕಸ ವಿಂಗಡಣೆ ಮಾಡಿ ಪಾಲಿಕೆ ವಾಹನಕ್ಕೆ ನೀಡಬೇಕು. ಬಯಲಿನಲ್ಲಿ ಕಸ ಎಸೆಯುವುದು ಅಪರಾಧ ಎಂದು ಅಧಿಕಾರಿಗಳು ಎಚ್ಚರಿಸಿದರು. bbox=[252, 622, 470, 675]
epaper-label: ಇ–ಪೇಪರ್ : bbox=[116, 97, 181, 114]
top-news-title: ಮೈಸೂರಿನಲ್ಲಿ ದಸರಾ ಚಿನ್ನಾಭರಣ ಸ್ಪರ್ಧೆ 2025: 'ಲಕ್ಷ್ಮಿ' ಕರಗಟಿಕ್ಕಕ್ಕೆ ಪ್ರಥಮ ಪ್ರಶಸ್ತಿ bbox=[1175, 240, 1538, 259]
jaati-para: ಸುಧೀರ್ಘವಾಗಿ ಮಾತನಾಡಿ, ಮಡಿವಾಳ ಸಮುದಾಯಕ್ಕೆ ಸೇರಿದ ಜನರು ತಮ್ಮ ಜಾತಿ ಹೆಸರನ್ನು ನಮೂದಿಸುವಾಗ ಗೊಂದಲಕ್ಕೆ ಒಳಗಾಗುತ್ತಿದ್ದಾರೆ. ಕೆಲವರು ಉಪಜಾತಿ ಹೆಸರನ್ನು ಬರೆಸುತ್ತಿರುವುದರಿಂದ ಸಮುದಾಯದ ನಿಜವಾದ ಜನಸಂಖ್ಯೆ ತಿಳಿಯದಾಗಿದೆ. bbox=[829, 868, 1056, 921]
sub-editor: ಉಪ ಸಂಪಾದಕರು: ಜಿ.ಮಾಧು bbox=[667, 163, 781, 176]
mobile-story bbox=[25, 1034, 548, 1364]
rate-amount: 1.00 bbox=[1510, 53, 1535, 67]
second-band bbox=[25, 765, 1543, 1013]
nandihalli-col-1 bbox=[968, 408, 1246, 620]
top-news-title: ಶ್ರೀಲಂಕಾ ಏಕದಿನ ಪಂದ್ಯ ಸರಣಿ: ವಿರಾಟ್ ಕೊಹ್ಲಿ ಪಡೆ ಆಡಳಿತ ಭಾರತ bbox=[793, 240, 1157, 259]
top-news-box bbox=[407, 235, 781, 361]
dalita-col-1 bbox=[560, 1070, 797, 1364]
rate-row bbox=[1236, 110, 1535, 129]
rni-number: ಆರ್.ಎನ್.ಐ : 69625/84 bbox=[1048, 206, 1166, 221]
nandihalli-headline: ನಂದಿಹಳ್ಳಿ ರಾಷ್ಟ್ರೀಯ ಹೆದ್ದಾರಿ ಭೂಸ್ವಾಧೀನ ಪ್ರಕ್ರಿಯೆಗೆ ವಿರೋಧ – ಜಿಲ್ಲಾಧಿಕಾರಿ ಸ್ಥಳ ಪರಿಶೀಲನೆ bbox=[990, 379, 1513, 400]
rate-label: ಮಾಸಿಕ bbox=[1236, 72, 1266, 87]
top-news-box bbox=[788, 235, 1162, 361]
rate-amount: 32.00 bbox=[1503, 92, 1535, 107]
rate-currency: ರೂ. bbox=[1355, 72, 1374, 87]
jaati-portrait-photo bbox=[1066, 804, 1293, 961]
website-link[interactable]: www. amruthavani.in bbox=[52, 116, 246, 139]
top-news-photo bbox=[412, 263, 524, 341]
ckh-para: 'ಸ್ವಚ್ಛತಾ ಹಿ ಸೇವಾ' ಅಭಿಯಾನ ಸೆ.17ರಿಂದ 'ಸ್ವಚ್ಛೋತ್ಸವ' ಎಂಬ ಘೋಷಣೆ ಮೂಲಕ ತಾಲ್ಲೂಕಿನ ಎಲ್ಲೆಡೆ ನಡೆಯಲಿದೆ. ಶಾಲಾ ಕಾಲೇಜು, ಸಂತೆ ಮಾರುಕಟ್ಟೆ, ಬಸ್ ನಿಲ್ದಾಣ, ಆಸ್ಪತ್ರೆ, ದೇವಾಲಯ, ಚರಂಡಿ, ಗ್ರಾಮೀಣ ರಸ್ತೆ ಸೇರಿದಂತೆ ಸಾರ್ವಜನಿಕ ಸ್ಥಳಗಳನ್ನು ಸ್ವಚ್ಛಗೊಳಿಸಲಾಗುವುದು ಎಂದು ತಿಳಿಸಿದರು. bbox=[560, 868, 817, 921]
page-count: ಪುಟ : 2 bbox=[539, 206, 576, 221]
lead-photo-cleaning bbox=[253, 489, 470, 616]
jaati-para: ತುಮಕೂರು, ಸೆ.19– ರಾಜ್ಯದಲ್ಲಿ ನಡೆಯುತ್ತಿರುವ ಸಾಮಾಜಿಕ ಮತ್ತು ಶೈಕ್ಷಣಿಕ ಸಮೀಕ್ಷೆಯಲ್ಲಿ ಜನರು ಸ್ವ.22 ರಿಂದ ರಾಜ್ಯದ ಆರಂಭವಾಗಿರುವ ಸಮೀಕ್ಷೆಯಲ್ಲಿ ಕ್ರಮ ಸಂಖ್ಯೆ 9(ಎ) 903 ಕ್ಕೆ ಸಂಬಂಧ ಮಡಿವಾಳ ಹೆಸರನ್ನೇ ನಮೂದಿಸುವಂತೆ ಮನವಿ ಮಾಡಿದ್ದಾರೆ. bbox=[829, 806, 1056, 859]
lead-para: ಸೆ. 17 ರಿಂದ ಅ. 17ರ ವರೆಗೆ ಒಂದು ತಿಂಗಳ ಕಾಲ ವಿವಿಧ ವಾರ್ಡ್‌ಗಳಲ್ಲಿ ಸ್ವಚ್ಛತಾ ಕಾರ್ಯ ನಡೆಯಲಿದೆ ಎಂದರು. bbox=[480, 442, 698, 467]
email-primary[interactable]: amruthavani499@gmail.com bbox=[1373, 155, 1535, 169]
lead-para: ಈ ಸಂದರ್ಭದಲ್ಲಿ ಮಹಾನಗರ ಪಾಲಿಕೆಯ ಅಧಿಕಾರಿಗಳು, ವಿವಿಧ ಸಂಘ ಸಂಸ್ಥೆಗಳ ಪ್ರಮುಖರು, ವಿದ್ಯಾರ್ಥಿಗಳು, ಸ್ವಯಂ ಸೇವಕರು ಸೇರಿದಂತೆ ನೂರಾರು ಮಂದಿ ಭಾಗವಹಿಸಿದ್ದರು. bbox=[480, 525, 698, 564]
dalita-para: ಪ್ರತಿಭಟನಾ ನಿರತರನ್ನು ಕುರಿತು ಮಾತನಾಡಿದ ಅವರು, ಕಂದಾಯ ಇಲಾಖೆಯಲ್ಲಿ ದಲಿತರಿಗೆ ಕೆಲಸಗಳಾಗುತ್ತಿಲ್ಲ. ಅರ್ಜಿ ಸಲ್ಲಿಸಿ ತಿಂಗಳು ಕಳೆದರೂ ಯಾವುದೇ ಕ್ರಮ ಜರುಗಿಸಿಲ್ಲ ಎಂದು ಆರೋಪಿಸಿದರು. bbox=[560, 1148, 797, 1187]
rate-amount: 25.00 bbox=[1503, 72, 1535, 87]
top-news-text: ಬೆಂಗಳೂರು, ಸೆ.19– ಉಪ ರಾಷ್ಟ್ರಪತಿ ಸಿ.ಪಿ. ರಾಧಾಕೃಷ್ಣನ್ ಅವರು ನಗರದಲ್ಲಿ ನಡೆದ ಯಶಸ್ವಿನಿ ಸಂಘಟನೆಗಳ ರಾಜ್ಯಮಟ್ಟದ ಸಮಾವೇಶವನ್ನು ಉದ್ಘಾಟಿಸಿದರು. ಮಹಿಳಾ ಸ್ವ–ಸಹಾಯ ಗುಂಪುಗಳ ಮೂಲಕ ಗ್ರಾಮೀಣ ಆರ್ಥಿಕತೆ ಬಲಗೊಳ್ಳುತ್ತಿದೆ ಎಂದು ಅವರು ಹೇಳಿದರು. ಸ್ವಾವಲಂಬನೆಯೇ ನಿಜವಾದ ಸಬಲೀಕರಣ ಎಂದು ತಿಳಿಸಿದರು. ಕಾರ್ಯಕ್ರಮದಲ್ಲಿ ಸಾವಿರಾರು ಮಹಿಳೆಯರು ಭಾಗವಹಿಸಿದ್ದರು. bbox=[528, 263, 775, 304]
top-news-text: ಹೊಸದಿಲ್ಲಿ, ಸೆ.19– ಭಾರತ ಮತ್ತು ಫ್ರಾನ್ಸ್ ನಡುವಿನ ಬಾಂಧವ್ಯ ಮತ್ತಷ್ಟು ಗಟ್ಟಿಗೊಳ್ಳುತ್ತಿದೆ ಎಂದು ಫ್ರಾನ್ಸ್ ಅಧ್ಯಕ್ಷರು ತಿಳಿಸಿದ್ದಾರೆ. 74ನೇ ಜನ್ಮದಿನದ ಸಂದರ್ಭದಲ್ಲಿ ಪ್ರಧಾನಿ ನರೇಂದ್ರ ಮೋದಿ ಅವರಿಗೆ ಫ್ರಾನ್ಸ್ ಅಧ್ಯಕ್ಷರು ಶುಭಾಶಯ ಕೋರಿದ್ದಾರೆ. ಉಭಯ ದೇಶಗಳ ನಡುವಿನ ವ್ಯಾಪಾರ, ರಕ್ಷಣೆ, ಇಂಧನ ಹಾಗೂ ತಂತ್ರಜ್ಞಾನ ಕ್ಷೇತ್ರದಲ್ಲಿ ಸಹಕಾರ ಹೆಚ್ಚಿಸುವ ಕುರಿತು ಚರ್ಚೆ ನಡೆಸಲಾಯಿತು. ಜಾಗತಿಕ ಶಾಂತಿ ಮತ್ತು ಸ್ಥಿರತೆಗೆ ಭಾರತದ ಕೊಡುಗೆ ಅಪಾರ ಎಂದು ಅವರು ಶ್ಲಾಘಿಸಿದರು. bbox=[147, 278, 394, 329]
rate-amount: 384.00 bbox=[1496, 131, 1535, 146]
postal-registration: ಪಿನಂ: ಎಲ್‌2/ಟಿಎಮ್‌ರ/ ಎಲ್‌2 ಆರ್‌ಎನ್‌ಪಿ–442/2024–2026 bbox=[1263, 206, 1541, 221]
masthead-left-block bbox=[25, 19, 272, 195]
rate-label: ವಾರ್ಷಿಕ bbox=[1236, 112, 1270, 127]
